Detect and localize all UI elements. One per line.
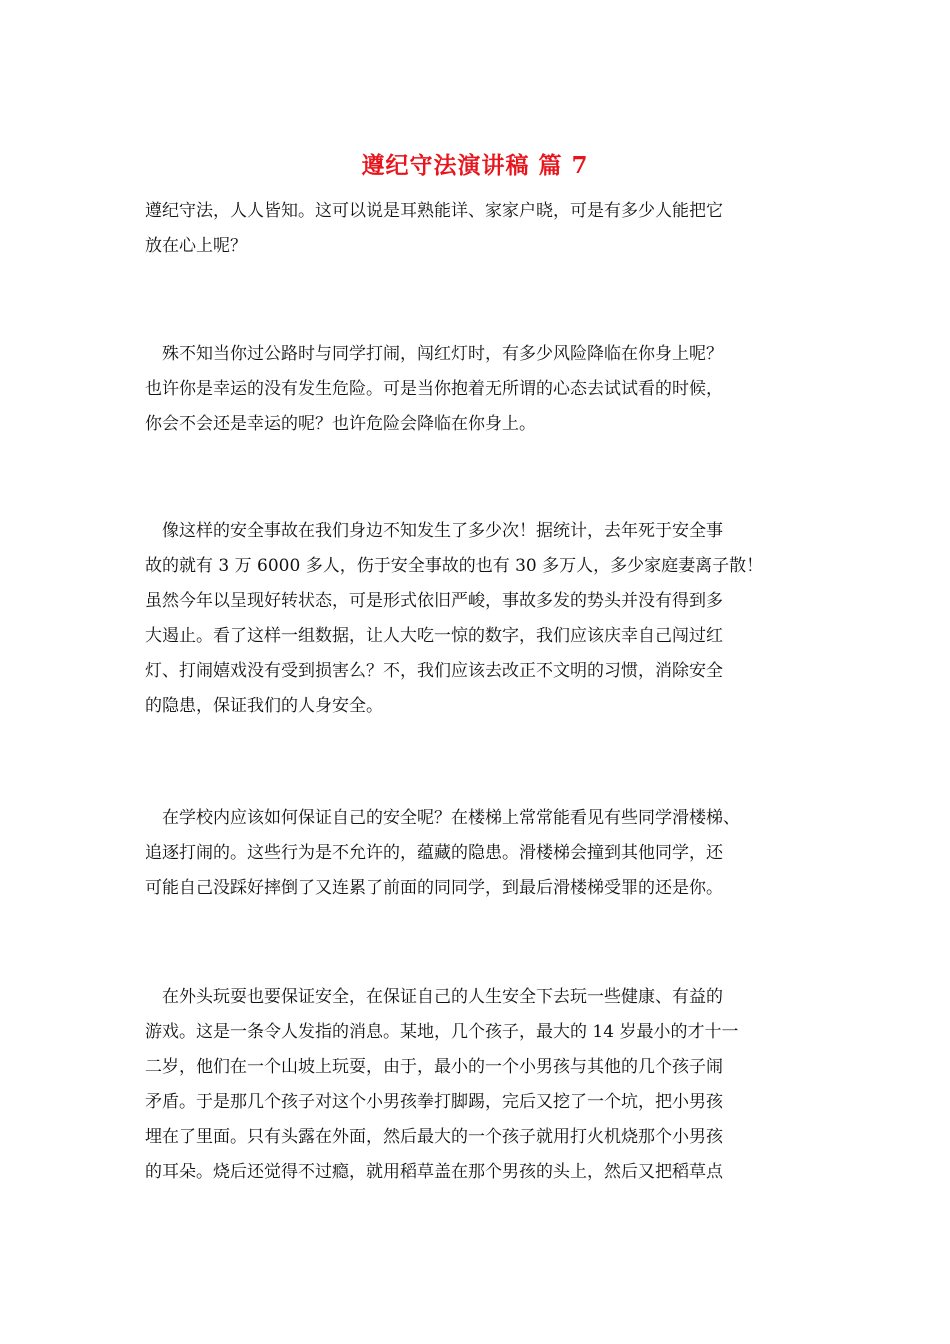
text-line: 矛盾。于是那几个孩子对这个小男孩拳打脚踢，完后又挖了一个坑，把小男孩 (145, 1092, 723, 1112)
text-line: 埋在了里面。只有头露在外面，然后最大的一个孩子就用打火机烧那个小男孩 (145, 1127, 723, 1147)
text-line: 殊不知当你过公路时与同学打闹，闯红灯时，有多少风险降临在你身上呢？ (145, 344, 723, 364)
paragraph-4 (145, 801, 810, 906)
text-line: 虽然今年以呈现好转状态，可是形式依旧严峻，事故多发的势头并没有得到多 (145, 591, 723, 611)
text-line: 也许你是幸运的没有发生危险。可是当你抱着无所谓的心态去试试看的时候， (145, 379, 723, 399)
text-line: 的耳朵。烧后还觉得不过瘾，就用稻草盖在那个男孩的头上，然后又把稻草点 (145, 1162, 723, 1182)
text-line: 游戏。这是一条令人发指的消息。某地，几个孩子，最大的 14 岁最小的才十一 (145, 1022, 739, 1042)
text-line: 追逐打闹的。这些行为是不允许的，蕴藏的隐患。滑楼梯会撞到其他同学，还 (145, 843, 723, 863)
paragraph-3 (145, 514, 810, 724)
text-line: 放在心上呢？ (145, 236, 247, 256)
paragraph-2 (145, 337, 810, 442)
text-line: 你会不会还是幸运的呢？也许危险会降临在你身上。 (145, 414, 536, 434)
text-line: 像这样的安全事故在我们身边不知发生了多少次！据统计，去年死于安全事 (145, 521, 723, 541)
text-line: 灯、打闹嬉戏没有受到损害么？不，我们应该去改正不文明的习惯，消除安全 (145, 661, 723, 681)
text-line: 可能自己没踩好摔倒了又连累了前面的同同学，到最后滑楼梯受罪的还是你。 (145, 878, 723, 898)
text-line: 的隐患，保证我们的人身安全。 (145, 696, 383, 716)
text-line: 遵纪守法，人人皆知。这可以说是耳熟能详、家家户晓，可是有多少人能把它 (145, 201, 723, 221)
paragraph-5 (145, 980, 810, 1190)
text-line: 大遏止。看了这样一组数据，让人大吃一惊的数字，我们应该庆幸自己闯过红 (145, 626, 723, 646)
text-line: 在外头玩耍也要保证安全，在保证自己的人生安全下去玩一些健康、有益的 (145, 987, 723, 1007)
text-line: 在学校内应该如何保证自己的安全呢？在楼梯上常常能看见有些同学滑楼梯、 (145, 808, 740, 828)
document-title: 遵纪守法演讲稿 篇 7 (361, 152, 589, 179)
text-line: 故的就有 3 万 6000 多人，伤于安全事故的也有 30 多万人，多少家庭妻离子散！ (145, 556, 764, 576)
paragraph-1 (145, 194, 810, 264)
text-line: 二岁，他们在一个山坡上玩耍，由于，最小的一个小男孩与其他的几个孩子闹 (145, 1057, 723, 1077)
